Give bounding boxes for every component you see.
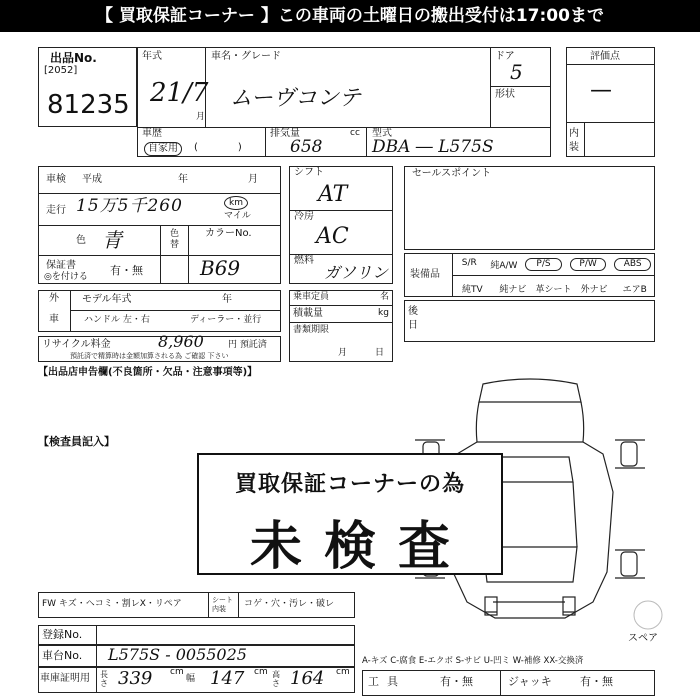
- certificate-height-label: 高さ: [272, 670, 280, 688]
- inspection-year: 年: [178, 174, 188, 185]
- damage-legend: A-キズ C-腐食 E-エクボ S-サビ U-凹ミ W-補修 XX-交換済: [362, 656, 584, 666]
- equipment-label: 装備品: [410, 269, 440, 280]
- interior-label: 内装: [569, 128, 579, 153]
- recycle-unit: 円 預託済: [228, 340, 267, 350]
- warranty-note: ◎を付ける: [44, 272, 88, 282]
- chassis-value: L575S - 0055025: [108, 645, 247, 664]
- fw-text: コゲ・穴・汚レ・破レ: [244, 599, 335, 609]
- load-label: 積載量: [293, 308, 323, 319]
- certificate-width-value: 147: [210, 668, 245, 689]
- inspection-month: 月: [248, 174, 258, 185]
- import-dealer: ディーラー・並行: [190, 315, 262, 325]
- mileage-unit: km: [224, 196, 248, 210]
- doors-label: ドア: [495, 51, 515, 62]
- chassis-label: 車台No.: [42, 649, 83, 662]
- doc-limit-label: 書類期限: [293, 325, 330, 335]
- inspection-era: 平成: [82, 174, 102, 185]
- seller-notes-label: 【出品店申告欄(不良箇所・欠品・注意事項等)】: [38, 367, 258, 378]
- doc-limit-unit: 月日: [338, 348, 413, 358]
- model-value: ムーヴコンテ: [230, 86, 361, 111]
- equip-navi: 純ナビ: [499, 285, 527, 295]
- unchecked-stamp: [197, 453, 503, 575]
- stamp-line2: 未検査: [249, 517, 472, 577]
- equip-pw: P/W: [570, 258, 607, 271]
- spare-wheel-icon: [632, 598, 664, 632]
- fuel-value: ガソリン: [324, 263, 389, 282]
- capacity-unit: 名: [380, 292, 390, 302]
- certificate-height-unit: cm: [336, 667, 350, 677]
- equip-ext-navi: 外ナビ: [580, 285, 608, 295]
- equip-abs: ABS: [614, 258, 651, 271]
- import-handle: ハンドル 左・右: [84, 315, 150, 325]
- certificate-width-label: 幅: [186, 674, 196, 684]
- equip-aw: 純A/W: [490, 261, 518, 271]
- certificate-len-unit: cm: [170, 667, 184, 677]
- usage-paren: ( ): [194, 142, 242, 153]
- equip-leather: 革シート: [535, 285, 572, 295]
- tools-value: 有・無: [440, 675, 473, 688]
- shift-value: AT: [318, 182, 348, 207]
- certificate-width-unit: cm: [254, 667, 268, 677]
- spare-label: スペア: [628, 633, 658, 644]
- lot-label: 出品No.: [50, 51, 97, 65]
- import-box: [38, 290, 281, 332]
- equipment-row2: [452, 282, 655, 295]
- inspector-label: 【検査員記入】: [38, 435, 115, 448]
- import-model-year: モデル年式: [82, 294, 132, 305]
- engine-label: 排気量: [270, 128, 300, 139]
- color-code: B69: [200, 256, 241, 280]
- ac-value: AC: [316, 224, 349, 249]
- import-row2: 車: [49, 314, 59, 325]
- registration-label: 登録No.: [42, 628, 83, 641]
- model-label: 車名・グレード: [211, 51, 281, 62]
- mileage-unit2: マイル: [224, 211, 251, 221]
- certificate-height-value: 164: [290, 668, 325, 689]
- engine-value: 658: [290, 137, 323, 157]
- warranty-value: 有・無: [110, 264, 143, 277]
- mileage-value: 15万5千260: [76, 196, 183, 216]
- color-change-label: 色替: [170, 229, 180, 250]
- registration-box: [38, 625, 355, 645]
- fw-label: FW キズ・ヘコミ・割レX・リペア: [42, 599, 182, 609]
- banner: 【 買取保証コーナー 】この車両の土曜日の搬出受付は17:00まで: [0, 0, 700, 32]
- body-label: 形状: [495, 89, 515, 100]
- ac-label: 冷房: [294, 211, 314, 222]
- recycle-label: リサイクル料金: [42, 339, 111, 350]
- inspection-label: 車検: [46, 174, 66, 185]
- engine-unit: cc: [350, 128, 360, 138]
- color-label: 色: [76, 235, 86, 246]
- import-year: 年: [222, 294, 232, 305]
- capacity-label: 乗車定員: [293, 292, 330, 302]
- certificate-len-value: 339: [118, 668, 153, 689]
- fw-seat: シート内装: [212, 596, 233, 613]
- jack-value: 有・無: [580, 675, 613, 688]
- sales-point-label: セールスポイント: [412, 168, 492, 179]
- certificate-label: 車庫証明用: [40, 673, 90, 684]
- usage-label: 車歴: [142, 128, 162, 139]
- rear-box: [404, 300, 655, 342]
- lot-code: [2052]: [44, 65, 78, 76]
- load-unit: kg: [378, 308, 389, 318]
- equip-ps: P/S: [525, 258, 562, 271]
- recycle-value: 8,960: [158, 332, 204, 351]
- warranty-label: 保証書: [46, 260, 76, 271]
- import-row1: 外: [49, 293, 59, 304]
- doors-value: 5: [510, 60, 523, 84]
- equip-airbag: エアB: [622, 285, 647, 295]
- jack-label: ジャッキ: [508, 675, 552, 688]
- rating-label: 評価点: [590, 51, 620, 62]
- lot-number: 81235: [47, 90, 130, 120]
- equipment-row1: [452, 258, 655, 271]
- usage-value: 自家用: [144, 142, 182, 156]
- equip-tv: 純TV: [461, 285, 483, 295]
- year-month-suffix: 月: [196, 112, 206, 122]
- model-code-value: DBA ― L575S: [372, 137, 494, 157]
- rating-value: —: [590, 78, 612, 103]
- year-label: 年式: [142, 51, 162, 62]
- certificate-len-label: 長さ: [100, 670, 108, 688]
- equip-sr: S/R: [461, 258, 477, 268]
- recycle-note: 預託済で精算時は金額加算される為 ご確認 下さい: [70, 352, 229, 360]
- tools-label: 工具: [368, 675, 406, 688]
- mileage-label: 走行: [46, 205, 66, 216]
- fuel-label: 燃料: [294, 255, 314, 266]
- color-code-label: カラーNo.: [205, 228, 252, 239]
- color-value: 青: [102, 228, 122, 252]
- stamp-line1: 買取保証コーナーの為: [234, 472, 465, 497]
- rear-label: 後日: [408, 306, 418, 331]
- model-code-label: 型式: [372, 128, 392, 139]
- shift-label: シフト: [294, 167, 324, 178]
- year-value: 21/7: [150, 78, 209, 108]
